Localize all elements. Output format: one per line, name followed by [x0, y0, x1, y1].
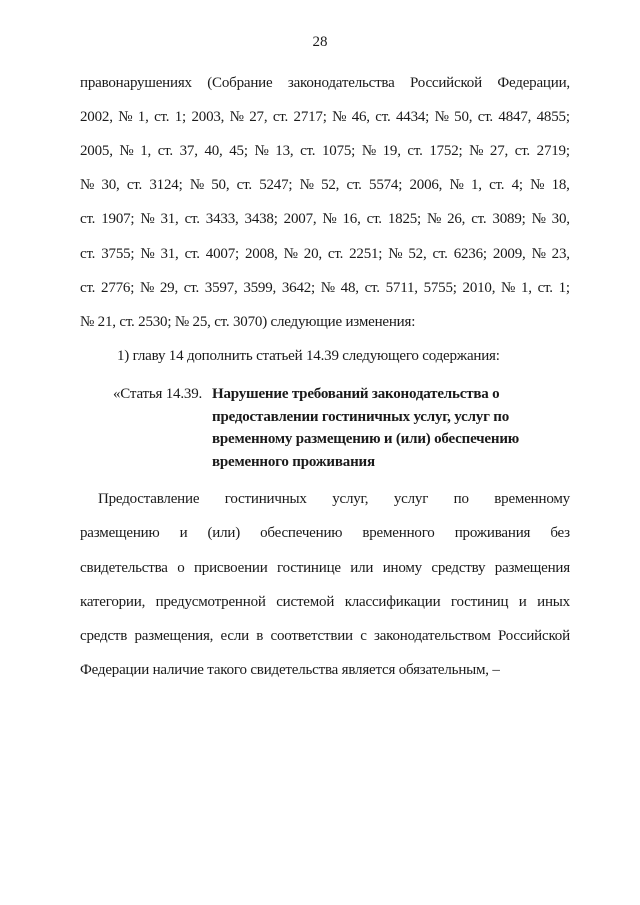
- word: ст.: [272, 108, 289, 125]
- word: 5247;: [259, 177, 293, 194]
- text-line: [80, 585, 570, 619]
- word: №: [469, 142, 484, 159]
- word: 52,: [321, 177, 340, 194]
- article-title-line: временному размещению и (или) обеспечению: [212, 431, 520, 448]
- word: 1,: [140, 142, 152, 159]
- word: №: [332, 108, 347, 125]
- word: 4434;: [395, 108, 430, 125]
- word: ст.: [154, 108, 170, 125]
- word: ст.: [346, 177, 362, 194]
- text-line: № 21, ст. 2530; № 25, ст. 3070) следующие изменения:: [80, 313, 416, 330]
- word: 13,: [275, 142, 294, 159]
- word: ст.: [407, 142, 423, 159]
- text-line: [80, 619, 570, 653]
- word: размещению: [80, 525, 160, 542]
- word: 1825;: [387, 211, 422, 228]
- word: ст.: [327, 245, 344, 262]
- word: 20,: [303, 245, 322, 262]
- word: проживания: [454, 525, 531, 542]
- word: 2010,: [462, 279, 496, 296]
- word: 2007,: [283, 211, 317, 228]
- text-line: [80, 517, 570, 551]
- word: правонарушениях: [80, 74, 192, 91]
- word: временному: [494, 491, 570, 508]
- word: №: [80, 177, 95, 194]
- article-title-line: Нарушение требований законодательства о: [212, 386, 500, 403]
- word: (или): [207, 525, 241, 542]
- document-body: [80, 66, 570, 688]
- word: 3599,: [243, 279, 277, 296]
- word: №: [501, 279, 516, 296]
- word: 2005,: [80, 142, 113, 159]
- word: 40,: [204, 142, 223, 159]
- word: и: [518, 593, 527, 610]
- article-title-line: временного проживания: [212, 453, 375, 470]
- word: системой: [276, 593, 335, 610]
- word: 2251;: [349, 245, 383, 262]
- word: Российской: [497, 628, 570, 645]
- text-line: [80, 169, 570, 203]
- heading-line: [80, 406, 570, 429]
- word: №: [531, 211, 546, 228]
- word: 50,: [211, 177, 230, 194]
- word: 1;: [558, 279, 570, 296]
- word: 2009,: [492, 245, 526, 262]
- word: обеспечению: [260, 525, 343, 542]
- word: 1907;: [101, 211, 135, 228]
- word: Предоставление: [98, 491, 200, 508]
- word: №: [140, 245, 155, 262]
- heading-line: [80, 451, 570, 474]
- word: 2003,: [191, 108, 225, 125]
- word: законодательства: [287, 74, 395, 91]
- word: классификации: [344, 593, 441, 610]
- word: 29,: [159, 279, 178, 296]
- word: размещения: [494, 559, 570, 576]
- word: ст.: [183, 279, 200, 296]
- word: №: [139, 279, 155, 296]
- heading-line: [80, 384, 570, 407]
- text-line: [80, 134, 570, 168]
- word: ст.: [184, 245, 200, 262]
- word: 5574;: [369, 177, 403, 194]
- word: №: [449, 177, 464, 194]
- word: 46,: [351, 108, 370, 125]
- article-number: «Статья 14.39.: [113, 386, 203, 403]
- article-heading: [80, 384, 570, 474]
- word: ст.: [80, 211, 96, 228]
- word: 1075;: [321, 142, 356, 159]
- word: 3597,: [204, 279, 238, 296]
- word: иному: [382, 559, 422, 576]
- word: 31,: [160, 211, 179, 228]
- word: ст.: [236, 177, 252, 194]
- word: 3433,: [205, 211, 239, 228]
- text-line: [80, 551, 570, 585]
- word: о: [177, 559, 185, 576]
- word: ст.: [432, 245, 448, 262]
- word: (Собрание: [207, 74, 273, 91]
- word: ст.: [80, 245, 96, 262]
- word: ст.: [184, 211, 200, 228]
- word: если: [220, 628, 249, 645]
- word: 5711,: [385, 279, 418, 296]
- word: №: [320, 279, 335, 296]
- word: 4007;: [205, 245, 239, 262]
- word: ст.: [375, 108, 391, 125]
- word: ст.: [514, 142, 530, 159]
- word: №: [229, 108, 244, 125]
- word: иных: [537, 593, 570, 610]
- word: гостинице: [277, 559, 341, 576]
- word: ст.: [537, 279, 553, 296]
- word: 30,: [101, 177, 120, 194]
- word: без: [550, 525, 570, 542]
- word: №: [140, 211, 155, 228]
- word: услуг,: [332, 491, 369, 508]
- word: 19,: [382, 142, 401, 159]
- word: 30,: [551, 211, 570, 228]
- text-line: [80, 483, 570, 517]
- word: ст.: [489, 177, 505, 194]
- word: Российской: [410, 74, 482, 91]
- paragraph-article-text: [80, 483, 570, 688]
- word: 26,: [447, 211, 466, 228]
- word: №: [118, 108, 133, 125]
- word: 5755;: [423, 279, 457, 296]
- word: ст.: [477, 108, 493, 125]
- word: №: [322, 211, 337, 228]
- word: №: [434, 108, 449, 125]
- word: №: [530, 177, 545, 194]
- paragraph-amendments-intro: [80, 66, 570, 340]
- word: 50,: [454, 108, 473, 125]
- word: предусмотренной: [155, 593, 266, 610]
- article-title-line: предоставлении гостиничных услуг, услуг по: [212, 408, 509, 425]
- word: Федерации,: [497, 74, 570, 91]
- word: 52,: [408, 245, 427, 262]
- text-line: [80, 100, 570, 134]
- word: 3124;: [149, 177, 183, 194]
- text-line: Федерации наличие такого свидетельства является обязательным, –: [80, 662, 500, 679]
- text-line: [80, 203, 570, 237]
- word: №: [119, 142, 134, 159]
- word: 3642;: [281, 279, 316, 296]
- word: и: [179, 525, 188, 542]
- word: средств: [80, 628, 128, 645]
- word: ст.: [300, 142, 316, 159]
- word: 31,: [160, 245, 179, 262]
- word: №: [531, 245, 546, 262]
- word: соответствии: [270, 628, 353, 645]
- word: 3755;: [101, 245, 135, 262]
- word: услуг: [393, 491, 429, 508]
- word: №: [299, 177, 314, 194]
- text-line: [80, 237, 570, 271]
- word: 1,: [520, 279, 532, 296]
- word: 27,: [489, 142, 509, 159]
- word: 2008,: [244, 245, 278, 262]
- word: присвоении: [193, 559, 268, 576]
- word: 3089;: [492, 211, 526, 228]
- word: с: [360, 628, 367, 645]
- word: №: [283, 245, 298, 262]
- word: 4847,: [498, 108, 532, 125]
- word: 2719;: [536, 142, 570, 159]
- word: 4;: [511, 177, 523, 194]
- word: 2776;: [101, 279, 135, 296]
- word: 37,: [179, 142, 198, 159]
- word: №: [388, 245, 403, 262]
- word: 23,: [551, 245, 570, 262]
- word: 1752;: [429, 142, 463, 159]
- word: средству: [431, 559, 486, 576]
- word: ст.: [126, 177, 143, 194]
- word: 2002,: [80, 108, 113, 125]
- word: ст.: [471, 211, 487, 228]
- word: №: [426, 211, 442, 228]
- word: 3438;: [244, 211, 278, 228]
- word: ст.: [80, 279, 96, 296]
- word: по: [453, 491, 469, 508]
- word: в: [256, 628, 264, 645]
- word: 4855;: [536, 108, 570, 125]
- word: ст.: [364, 279, 380, 296]
- heading-line: [80, 429, 570, 452]
- word: 1,: [137, 108, 149, 125]
- word: временного: [362, 525, 435, 542]
- page-number: 28: [312, 34, 328, 50]
- word: ст.: [157, 142, 173, 159]
- word: гостиничных: [224, 491, 307, 508]
- word: гостиниц: [450, 593, 509, 610]
- word: 16,: [342, 211, 361, 228]
- word: или: [350, 559, 374, 576]
- word: 2006,: [409, 177, 443, 194]
- word: №: [361, 142, 376, 159]
- word: 45;: [229, 142, 248, 159]
- word: 2717;: [293, 108, 327, 125]
- paragraph-item-1: 1) главу 14 дополнить статьей 14.39 следующего содержания:: [117, 348, 500, 365]
- word: ст.: [366, 211, 382, 228]
- word: 1,: [470, 177, 482, 194]
- word: №: [189, 177, 204, 194]
- word: размещения,: [134, 628, 214, 645]
- word: 6236;: [453, 245, 487, 262]
- word: 48,: [340, 279, 359, 296]
- word: категории,: [80, 593, 146, 610]
- word: законодательством: [373, 628, 491, 645]
- word: свидетельства: [80, 559, 168, 576]
- word: 27,: [249, 108, 268, 125]
- word: №: [254, 142, 269, 159]
- text-line: [80, 66, 570, 100]
- word: 1;: [174, 108, 187, 125]
- word: 18,: [551, 177, 570, 194]
- text-line: [80, 271, 570, 305]
